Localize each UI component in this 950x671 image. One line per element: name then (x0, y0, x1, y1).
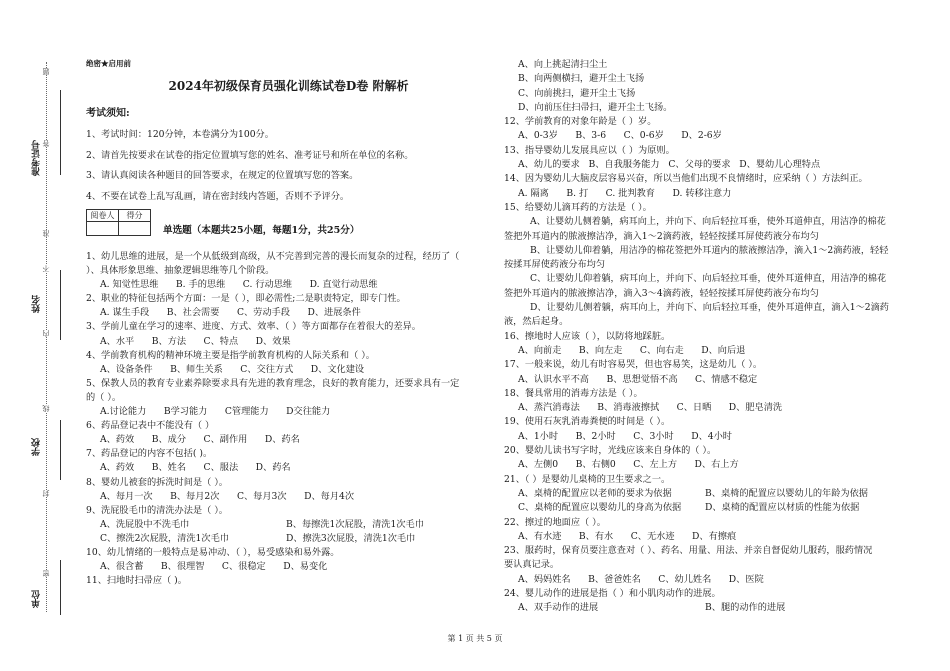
question-option-cont: 液，然后起身。 (504, 316, 569, 328)
question: ）、具体形象思维、抽象逻辑思维等几个阶段。 (86, 265, 275, 277)
question-option[interactable]: A、让婴幼儿侧着躺，病耳向上，并向下、向后轻拉耳垂，使外耳道伸直，用洁净的棉花 (530, 216, 886, 228)
reviewer-header: 阅卷人 (87, 210, 119, 222)
exam-id-field[interactable] (60, 90, 61, 175)
left-column (86, 58, 491, 588)
exam-title: 2024年初级保育员强化训练试卷D卷 附解析 (168, 79, 409, 93)
question: 22、擦过的地面应（ ）。 (504, 516, 606, 528)
question-options[interactable]: A、水平 B、方法 C、特点 D、效果 (100, 335, 291, 347)
question-option[interactable]: A、向上挑起清扫尘土 (518, 59, 608, 70)
notice-item: 3、请认真阅读各种题目的回答要求，在规定的位置填写您的答案。 (86, 170, 359, 181)
question: 2、职业的特征包括两个方面：一是（ ），即必需性;二是职责特定，即专门性。 (86, 293, 406, 305)
unit-field[interactable] (60, 560, 61, 615)
score-header: 得分 (119, 210, 151, 222)
question-options[interactable]: A、每月一次 B、每月2次 C、每月3次 D、每月4次 (100, 490, 355, 502)
question: 的（ ）。 (86, 391, 122, 403)
question: 24、婴儿动作的进展是指（ ）和小肌肉动作的进展。 (504, 587, 721, 599)
question-options[interactable]: A、有水迹 B、有水 C、无水迹 D、有擦痕 (518, 530, 737, 542)
score-row (86, 209, 491, 236)
question-options[interactable]: A、向前走 B、向左走 C、向右走 D、向后退 (518, 344, 746, 356)
right-column (504, 58, 899, 616)
question-option-cont: 签把外耳道内的脓液擦洁净，滴入3～4滴药液，轻轻按揉耳屏使药液分布均匀 (504, 287, 819, 299)
question: 3、学前儿童在学习的速率、进度、方式、效率、（ ）等方面都存在着很大的差异。 (86, 321, 421, 333)
secret-mark: 绝密★启用前 (86, 59, 131, 68)
page-footer: 第 1 页 共 5 页 (447, 634, 503, 643)
question-options[interactable]: A、幼儿的要求 B、自我服务能力 C、父母的要求 D、婴幼儿心理特点 (518, 159, 821, 171)
seal-char: 不 (42, 265, 50, 272)
question: 要认真记录。 (504, 559, 560, 571)
question-option[interactable]: B、向两侧横扫，避开尘土飞扬 (518, 73, 645, 85)
question-options[interactable]: A、1小时 B、2小时 C、3小时 D、4小时 (518, 430, 732, 442)
question-option-cont: 签把外耳道内的脓液擦洁净，滴入1～2滴药液，轻轻按揉耳屏使药液分布均匀 (504, 230, 819, 242)
notice-item: 4、不要在试卷上乱写乱画，请在密封线内答题，否则不予评分。 (86, 190, 350, 202)
option-a[interactable]: A、双手动作的进展 (518, 602, 599, 614)
option-a[interactable]: A、桌椅的配置应以老师的要求为依据 (518, 487, 672, 499)
question-option[interactable]: D、让婴幼儿侧着躺，病耳向上，并向下、向后轻拉耳垂，使外耳道伸直，滴入1～2滴药 (530, 302, 889, 314)
seal-char: 密 (42, 570, 50, 577)
option-b[interactable]: B、桌椅的配置应以婴幼儿的年龄为依据 (705, 487, 868, 499)
question-options[interactable]: A、设备条件 B、师生关系 C、交往方式 D、文化建设 (100, 363, 365, 375)
seal-char: 准 (42, 230, 50, 237)
option-d[interactable]: D、桌椅的配置应以材质的性能为依据 (705, 502, 860, 514)
question: 8、婴幼儿被套的拆洗时间是（ ）。 (86, 476, 228, 488)
question: 16、擦地时人应该（ ），以防将地踩脏。 (504, 330, 671, 342)
option-b[interactable]: B、腿的动作的进展 (705, 602, 786, 614)
question-options[interactable]: A、认识水平不高 B、思想觉悟不高 C、情感不稳定 (518, 373, 758, 385)
question: 14、因为婴幼儿大脑皮层容易兴奋，所以当他们出现不良情绪时，应采纳（ ）方法纠正。 (504, 173, 868, 185)
score-table (86, 209, 151, 236)
question-options[interactable]: A、药效 B、姓名 C、服法 D、药名 (100, 462, 291, 474)
school-field[interactable] (60, 420, 61, 480)
question-option[interactable]: C、让婴幼儿仰着躺，病耳向上，并向下、向后轻拉耳垂，使外耳道伸直，用洁净的棉花 (530, 273, 887, 285)
question: 21、（ ）是婴幼儿桌椅的卫生要求之一。 (504, 473, 671, 485)
binding-margin (0, 0, 72, 671)
question: 9、洗屁股毛巾的清洗办法是（ ）。 (86, 504, 228, 516)
question-options[interactable]: A、左侧0 B、右侧0 C、左上方 D、右上方 (518, 459, 739, 471)
question-option-cont: 按揉耳屏使药液分布均匀 (504, 259, 606, 271)
question: 5、保教人员的教育专业素养除要求具有先进的教育理念，良好的教育能力，还要求具有一定 (86, 377, 460, 389)
question: 11、扫地时扫帚应（ )。 (86, 575, 187, 587)
question-option[interactable]: D、向前压住扫帚扫，避开尘土飞扬。 (518, 101, 673, 113)
question-options[interactable]: A、蒸汽消毒法 B、消毒液擦拭 C、日晒 D、肥皂清洗 (518, 402, 783, 414)
score-cell[interactable] (119, 222, 151, 236)
reviewer-cell[interactable] (87, 222, 119, 236)
question: 13、指导婴幼儿发展具应以（ ）为原则。 (504, 144, 675, 156)
question-options-row (86, 532, 491, 546)
seal-char: 线 (42, 405, 50, 412)
question-option[interactable]: B、让婴幼儿仰着躺，用洁净的棉花签把外耳道内的脓液擦洁净，滴入1～2滴药液，轻轻 (530, 244, 889, 256)
seal-char: 题 (42, 68, 50, 75)
option-a[interactable]: A、洗屁股中不洗毛巾 (100, 518, 190, 530)
question-options[interactable]: A、很含蓄 B、很理智 C、很稳定 D、易变化 (100, 561, 328, 573)
question-options-row (504, 601, 899, 615)
question-options[interactable]: A、0-3岁 B、3-6 C、0-6岁 D、2-6岁 (518, 130, 722, 142)
notice-list (86, 125, 491, 207)
seal-char: 封 (42, 490, 50, 497)
question: 1、幼儿思维的进展，是一个从低级到高级，从不完善到完善的漫长而复杂的过程，经历了（ (86, 251, 460, 262)
question: 15、给婴幼儿滴耳药的方法是（ ）。 (504, 201, 652, 213)
question: 23、服药时，保育员要注意查对（ ）、药名、用量、用法、并亲自督促幼儿服药，服药情况 (504, 545, 873, 557)
notice-heading: 考试须知: (86, 108, 130, 119)
question-options-row (504, 501, 899, 515)
question: 4、学前教育机构的精神环境主要是指学前教育机构的人际关系和（ ）。 (86, 349, 375, 361)
question-options[interactable]: A. 隔离 B. 打 C. 批判教育 D. 转移注意力 (518, 187, 732, 199)
name-label: 姓名 (32, 295, 42, 313)
question: 7、药品登记的内容不包括( )。 (86, 448, 213, 460)
unit-label: 单位 (32, 590, 42, 608)
question: 18、餐具常用的消毒方法是（ ）。 (504, 387, 643, 399)
question: 6、药品登记表中不能没有（ ） (86, 420, 215, 432)
question: 20、婴幼儿读书写字时，光线应该来自身体的（ ）。 (504, 445, 717, 457)
seal-char: 内 (42, 330, 50, 337)
question-option[interactable]: C、向前挑扫，避开尘土飞扬 (518, 87, 636, 99)
question-options-row (86, 518, 491, 532)
option-c[interactable]: C、桌椅的配置应以婴幼儿的身高为依据 (518, 502, 682, 514)
name-field[interactable] (60, 270, 61, 340)
question-options[interactable]: A. 谋生手段 B、社会需要 C、劳动手段 D、进展条件 (100, 307, 361, 319)
question-options-row (504, 487, 899, 501)
question-options[interactable]: A、妈妈姓名 B、爸爸姓名 C、幼儿姓名 D、医院 (518, 573, 764, 585)
question: 19、使用石灰乳消毒粪便的时间是（ ）。 (504, 416, 671, 428)
question-options[interactable]: A. 知觉性思维 B. 手的思维 C. 行动思维 D. 直觉行动思维 (100, 279, 378, 291)
section-title: 单选题（本题共25小题，每题1分，共25分） (163, 225, 360, 236)
notice-item: 1、考试时间：120分钟，本卷满分为100分。 (86, 129, 274, 140)
option-d[interactable]: D、擦洗3次屁股，清洗1次毛巾 (286, 532, 416, 544)
notice-item: 2、请首先按要求在试卷的指定位置填写您的姓名、准考证号和所在单位的名称。 (86, 149, 414, 161)
exam-id-label: 准考证号 (32, 140, 42, 176)
question-options[interactable]: A.讨论能力 B学习能力 C管理能力 D交往能力 (100, 406, 331, 418)
question-options[interactable]: A、药效 B、成分 C、副作用 D、药名 (100, 434, 300, 446)
option-b[interactable]: B、每擦洗1次屁股，清洗1次毛巾 (286, 518, 424, 530)
school-label: 学校 (32, 438, 42, 456)
question: 10、幼儿情绪的一般特点是易冲动、（ ），易受感染和易外露。 (86, 546, 340, 558)
question: 12、学前教育的对象年龄是（ ）岁。 (504, 116, 657, 128)
question: 17、一般来说，幼儿有时容易哭，但也容易笑，这是幼儿（ ）。 (504, 359, 763, 371)
seal-char: 答 (42, 140, 50, 147)
option-c[interactable]: C、擦洗2次屁股，清洗1次毛巾 (100, 532, 229, 544)
